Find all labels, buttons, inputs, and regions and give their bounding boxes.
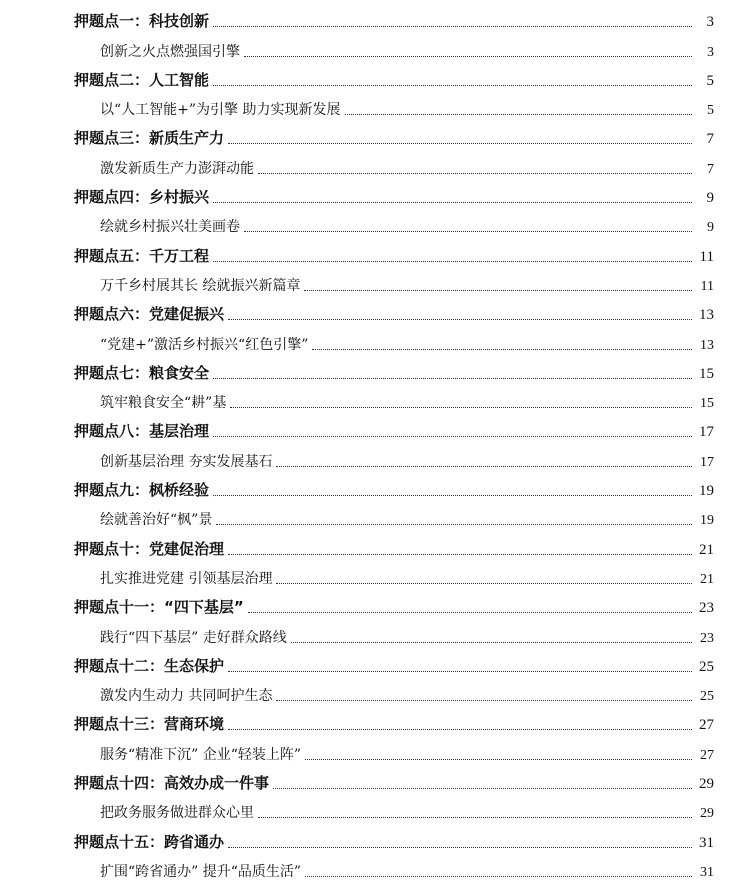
dot-leader [305,759,692,760]
toc-main-entry[interactable] [0,182,732,211]
toc-sub-entry[interactable] [0,445,732,474]
toc-sub-title: 服务“精准下沉” 企业“轻装上阵” [100,746,302,763]
toc-sub-title: 扩围“跨省通办” 提升“品质生活” [100,863,302,880]
dot-leader [228,319,692,320]
toc-main-entry[interactable] [0,6,732,35]
toc-sub-page-number: 13 [700,337,714,353]
toc-sub-page-number: 9 [707,220,714,236]
toc-main-page-number: 5 [706,72,714,89]
toc-main-entry[interactable] [0,240,732,269]
dot-leader [213,26,692,27]
toc-sub-entry[interactable] [0,797,732,826]
toc-sub-entry[interactable] [0,563,732,592]
dot-leader [228,847,692,848]
dot-leader [216,524,692,525]
toc-main-entry[interactable] [0,768,732,797]
toc-sub-title: 创新基层治理 夯实发展基石 [100,453,273,470]
toc-sub-title: 扎实推进党建 引领基层治理 [100,570,273,587]
toc-main-page-number: 29 [699,776,714,793]
toc-sub-page-number: 11 [700,278,714,294]
toc-main-page-number: 31 [699,834,714,851]
toc-main-title: 押题点一：科技创新 [74,12,210,31]
toc-sub-title: 激发新质生产力澎湃动能 [100,160,254,177]
dot-leader [258,817,692,818]
toc-main-page-number: 25 [699,658,714,675]
toc-main-title: 押题点十：党建促治理 [74,539,225,558]
toc-main-title: 押题点十四：高效办成一件事 [74,774,270,793]
dot-leader [213,495,692,496]
toc-main-page-number: 13 [699,307,714,324]
toc-main-entry[interactable] [0,475,732,504]
toc-sub-entry[interactable] [0,856,732,885]
toc-main-entry[interactable] [0,533,732,562]
toc-main-title: 押题点十三：营商环境 [74,715,225,734]
toc-main-page-number: 19 [699,483,714,500]
dot-leader [228,554,692,555]
dot-leader [228,143,692,144]
toc-sub-page-number: 25 [700,689,714,705]
toc-main-entry[interactable] [0,709,732,738]
toc-main-title: 押题点十二：生态保护 [74,656,225,675]
toc-main-page-number: 15 [699,365,714,382]
toc-main-entry[interactable] [0,299,732,328]
toc-sub-page-number: 5 [707,103,714,119]
toc-sub-page-number: 31 [700,864,714,880]
dot-leader [213,202,692,203]
toc-sub-entry[interactable] [0,94,732,123]
toc-sub-page-number: 3 [707,44,714,60]
dot-leader [304,290,692,291]
dot-leader [291,642,692,643]
dot-leader [228,729,692,730]
dot-leader [230,407,692,408]
toc-sub-page-number: 27 [700,747,714,763]
toc-sub-title: 绘就善治好“枫”景 [100,512,213,529]
toc-main-title: 押题点四：乡村振兴 [74,188,210,207]
toc-sub-page-number: 7 [707,161,714,177]
toc-main-title: 押题点六：党建促振兴 [74,305,225,324]
toc-main-page-number: 3 [706,14,714,31]
toc-sub-page-number: 17 [700,454,714,470]
dot-leader [213,436,692,437]
toc-sub-title: 万千乡村展其长 绘就振兴新篇章 [100,277,301,294]
toc-sub-entry[interactable] [0,328,732,357]
toc-main-title: 押题点十五：跨省通办 [74,832,225,851]
dot-leader [213,85,692,86]
toc-main-page-number: 17 [699,424,714,441]
dot-leader [213,261,692,262]
toc-main-page-number: 21 [699,541,714,558]
dot-leader [244,231,692,232]
toc-sub-entry[interactable] [0,387,732,416]
toc-sub-entry[interactable] [0,211,732,240]
dot-leader [244,56,692,57]
toc-sub-page-number: 23 [700,630,714,646]
toc-main-page-number: 11 [699,248,714,265]
toc-main-title: 押题点二：人工智能 [74,70,210,89]
toc-sub-page-number: 15 [700,396,714,412]
toc-sub-page-number: 19 [700,513,714,529]
toc-sub-title: 激发内生动力 共同呵护生态 [100,688,273,705]
toc-sub-title: 以“人工智能+”为引擎 助力实现新发展 [100,102,341,119]
toc-sub-page-number: 21 [700,571,714,587]
dot-leader [228,671,692,672]
toc-sub-title: 筑牢粮食安全“耕”基 [100,395,227,412]
toc-main-page-number: 7 [706,131,714,148]
toc-main-entry[interactable] [0,416,732,445]
toc-main-entry[interactable] [0,65,732,94]
toc-main-title: 押题点八：基层治理 [74,422,210,441]
toc-sub-page-number: 29 [700,806,714,822]
toc-sub-entry[interactable] [0,152,732,181]
dot-leader [213,378,692,379]
toc-sub-title: “党建+”激活乡村振兴“红色引擎” [100,336,309,353]
toc-sub-title: 绘就乡村振兴壮美画卷 [100,219,240,236]
dot-leader [305,876,692,877]
toc-main-page-number: 9 [706,190,714,207]
toc-main-title: 押题点十一：“四下基层” [74,598,244,617]
toc-sub-title: 创新之火点燃强国引擎 [100,43,240,60]
dot-leader [345,114,693,115]
toc-main-title: 押题点五：千万工程 [74,246,210,265]
toc-sub-title: 把政务服务做进群众心里 [100,805,254,822]
toc-sub-entry[interactable] [0,738,732,767]
dot-leader [276,583,692,584]
dot-leader [312,349,692,350]
toc-main-entry[interactable] [0,592,732,621]
dot-leader [276,466,692,467]
dot-leader [276,700,692,701]
toc-main-title: 押题点三：新质生产力 [74,129,225,148]
toc-main-entry[interactable] [0,123,732,152]
dot-leader [258,173,692,174]
toc-main-entry[interactable] [0,358,732,387]
toc-main-entry[interactable] [0,651,732,680]
toc-main-title: 押题点七：粮食安全 [74,363,210,382]
toc-main-entry[interactable] [0,826,732,855]
toc-sub-entry[interactable] [0,270,732,299]
dot-leader [273,788,692,789]
toc-sub-title: 践行“四下基层” 走好群众路线 [100,629,287,646]
toc-sub-entry[interactable] [0,35,732,64]
toc-main-page-number: 23 [699,600,714,617]
toc-main-page-number: 27 [699,717,714,734]
toc-sub-entry[interactable] [0,621,732,650]
toc-main-title: 押题点九：枫桥经验 [74,481,210,500]
table-of-contents [0,6,732,885]
dot-leader [248,612,692,613]
toc-sub-entry[interactable] [0,504,732,533]
toc-sub-entry[interactable] [0,680,732,709]
